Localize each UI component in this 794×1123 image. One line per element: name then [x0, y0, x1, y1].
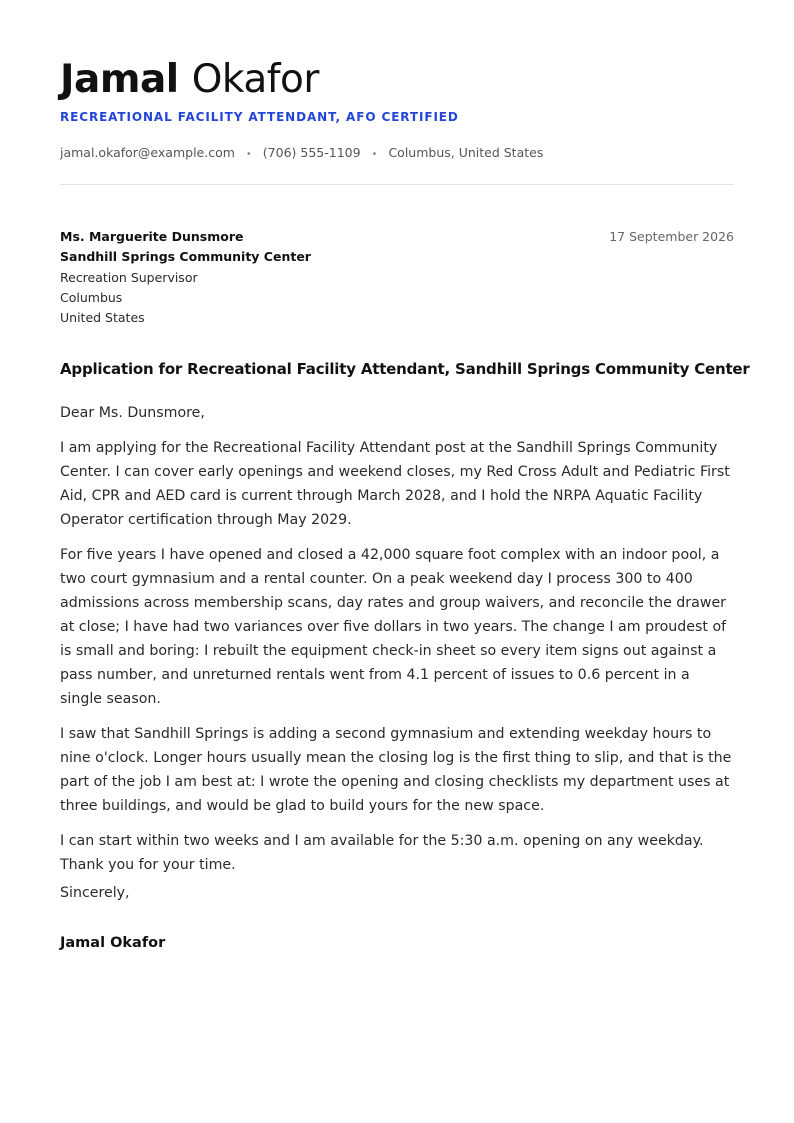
email-link[interactable]: jamal.okafor@example.com [60, 145, 235, 160]
body-paragraph: I saw that Sandhill Springs is adding a second gymnasium and extending weekday hours to nine o'clock. Longer hours usually mean the closing log is the first thing to slip, and that is the part of the job I am best at: I wrote the opening and closing checklists my department uses at three buildings, and would be glad to build yours for the new space. [60, 726, 732, 814]
body-paragraph: I am applying for the Recreational Facility Attendant post at the Sandhill Springs Community Center. I can cover early openings and weekend closes, my Red Cross Adult and Pediatric First Aid, CPR and AED card is current through March 2028, and I hold the NRPA Aquatic Facility Operator certification through May 2029. [60, 440, 730, 528]
signature-name: Jamal Okafor [60, 935, 166, 951]
recipient-role: Recreation Supervisor [60, 269, 198, 285]
separator-dot: • [245, 149, 252, 160]
contact-line [60, 145, 543, 160]
recipient-block [60, 227, 311, 328]
location: Columbus, United States [388, 145, 544, 160]
last-name: Okafor [191, 57, 319, 102]
applicant-name [60, 56, 319, 104]
recipient-city: Columbus [60, 289, 123, 305]
letter-body [60, 401, 734, 888]
header-divider [60, 184, 734, 185]
salutation: Dear Ms. Dunsmore, [60, 405, 205, 421]
phone-number: (706) 555-1109 [262, 145, 361, 160]
letter-subject: Application for Recreational Facility Attendant, Sandhill Springs Community Center [60, 360, 750, 378]
closing: Sincerely, [60, 885, 130, 901]
separator-dot: • [371, 149, 378, 160]
recipient-country: United States [60, 310, 145, 326]
body-paragraph: I can start within two weeks and I am available for the 5:30 a.m. opening on any weekday. Thank you for your time. [60, 833, 704, 873]
recipient-organization: Sandhill Springs Community Center [60, 249, 311, 265]
letter-date: 17 September 2026 [609, 229, 734, 244]
recipient-name: Ms. Marguerite Dunsmore [60, 229, 244, 244]
body-paragraph: For five years I have opened and closed a 42,000 square foot complex with an indoor pool, a two court gymnasium and a rental counter. On a peak weekend day I process 300 to 400 admissions across membership scans, day rates and group waivers, and reconcile the drawer at close; I have had two variances over five dollars in two years. The change I am proudest of is small and boring: I rebuilt the equipment check-in sheet so every item signs out against a pass number, and unreturned rentals went from 4.1 percent of issues to 0.6 percent in a single season. [60, 547, 727, 707]
first-name: Jamal [60, 57, 179, 102]
job-title: RECREATIONAL FACILITY ATTENDANT, AFO CERTIFIED [60, 110, 459, 124]
